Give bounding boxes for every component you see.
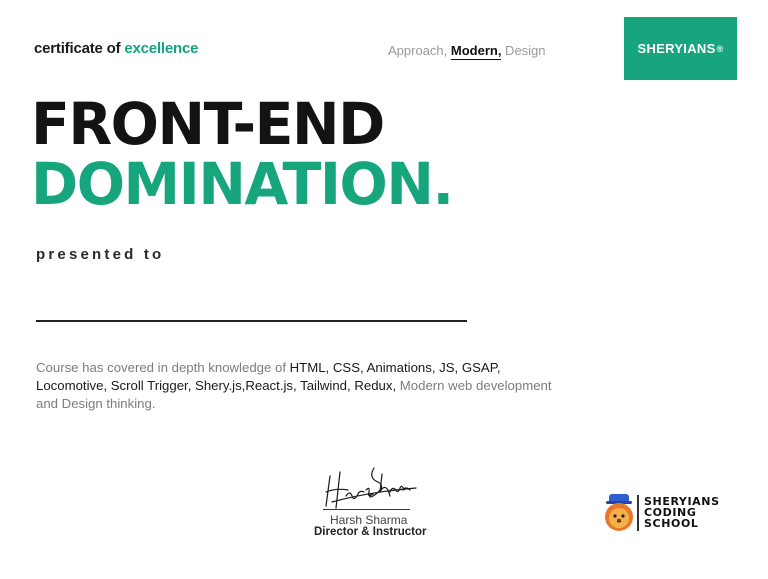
lion-mascot-icon [603, 493, 635, 533]
course-outro: Modern web development and Design thinking. [36, 378, 552, 411]
tagline-part-3: Design [501, 43, 546, 58]
certificate-accent-word: excellence [124, 40, 199, 57]
signature-line [323, 509, 410, 510]
tagline [388, 43, 546, 58]
course-technologies: HTML, CSS, Animations, JS, GSAP, Locomotive, Scroll Trigger, Shery.js,React.js, Tailwind, Redux, [36, 360, 501, 393]
certificate-heading [34, 40, 198, 57]
signature-image [318, 462, 418, 516]
signatory-role: Director & Instructor [314, 526, 427, 538]
presented-to-label: presented to [36, 246, 165, 263]
recipient-name-line [36, 320, 467, 322]
tagline-emphasis: Modern, [450, 43, 502, 58]
brand-logo-box [624, 17, 737, 80]
title-line-2: DOMINATION. [31, 150, 453, 218]
tagline-part-1: Approach, [388, 43, 451, 58]
title-line-1: FRONT-END [31, 90, 384, 158]
logo-text-line-3: SCHOOL [644, 517, 699, 530]
logo-text-line-2: CODING [644, 506, 697, 519]
registered-mark: ® [716, 43, 724, 54]
logo-text-line-1: SHERYIANS [644, 495, 720, 508]
logo-divider [637, 495, 639, 531]
course-intro: Course has covered in depth knowledge of [36, 360, 290, 375]
brand-logo-text: SHERYIANS [637, 41, 716, 56]
course-description [36, 359, 556, 413]
school-logo-text [644, 496, 720, 529]
certificate-prefix: certificate of [34, 40, 125, 57]
signatory-name: Harsh Sharma [330, 513, 408, 527]
